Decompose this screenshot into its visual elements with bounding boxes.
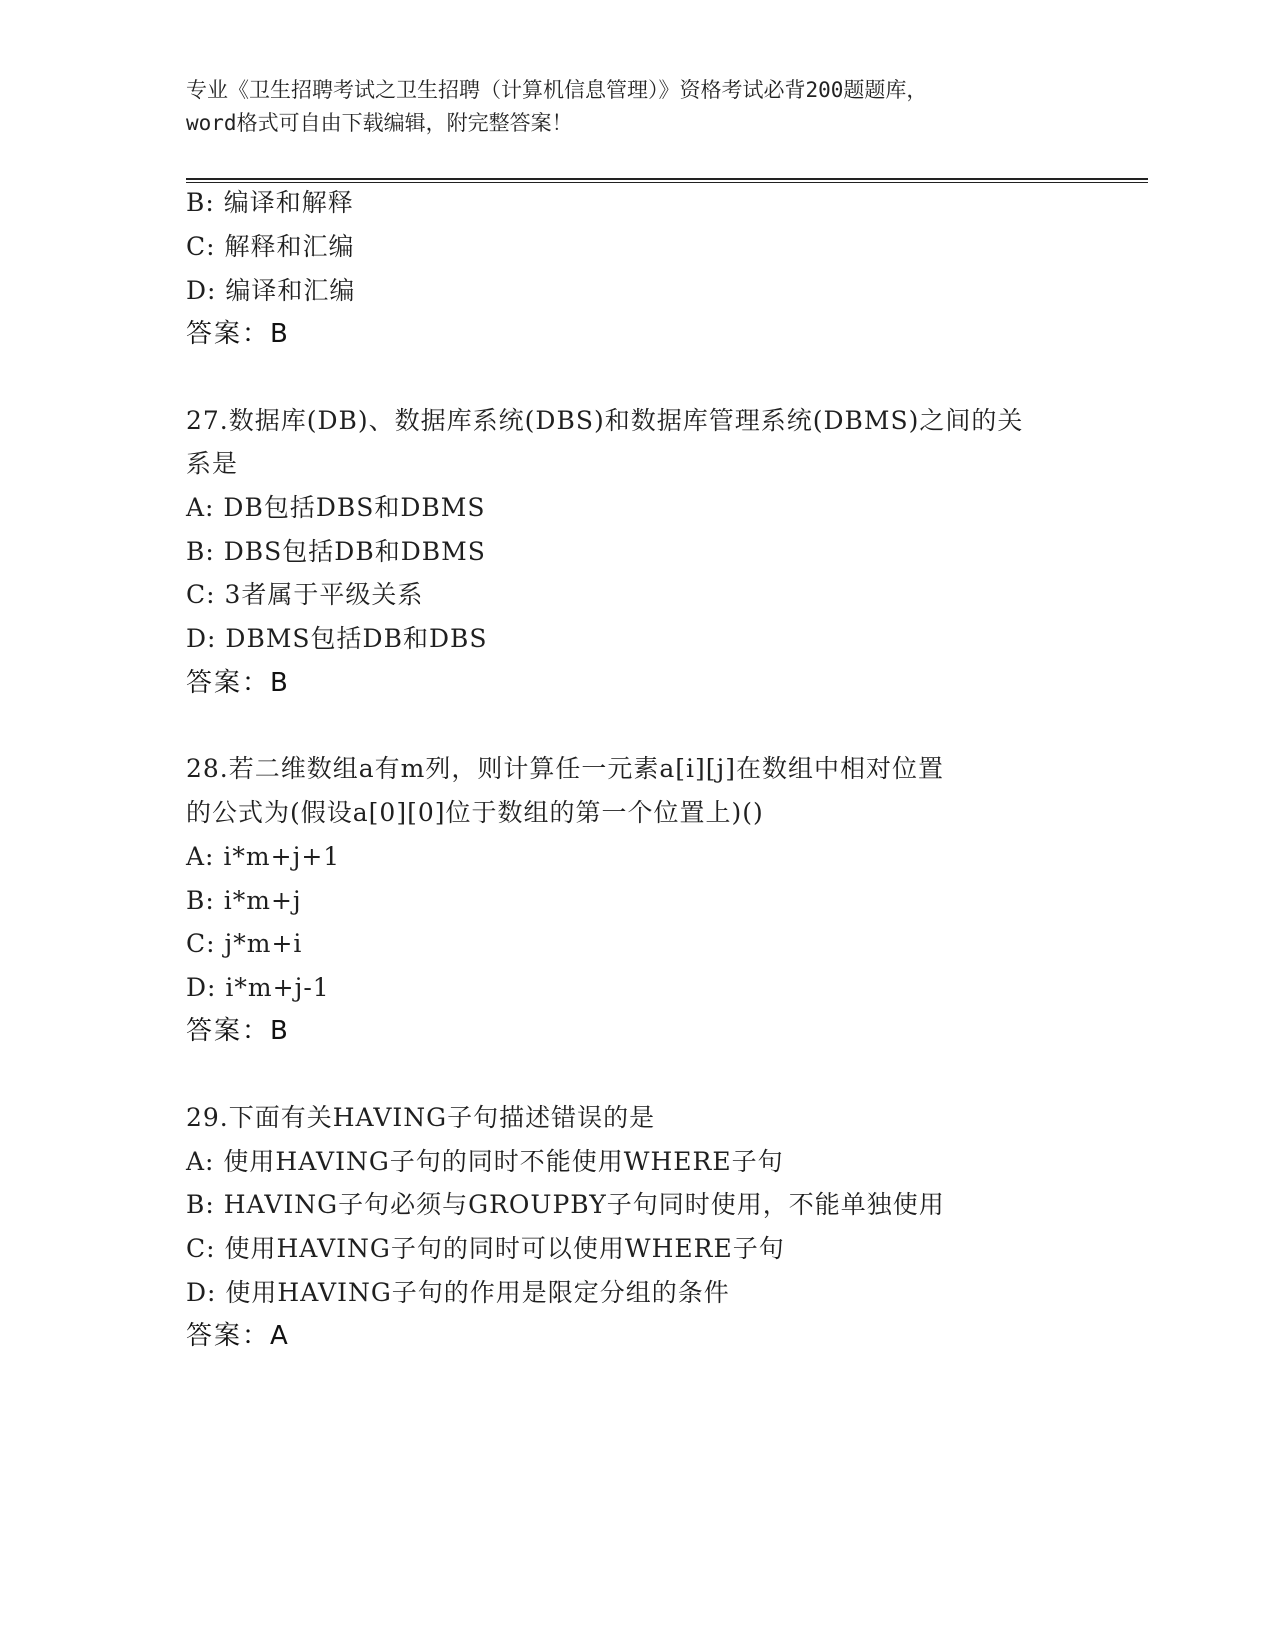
q29-option-c: C: 使用HAVING子句的同时可以使用WHERE子句 bbox=[186, 1234, 785, 1263]
q28-option-a: A: i*m+j+1 bbox=[186, 842, 341, 871]
header-divider bbox=[186, 178, 1148, 183]
q27-option-b: B: DBS包括DB和DBMS bbox=[186, 537, 486, 566]
q26-answer: 答案：B bbox=[186, 319, 290, 349]
page-header bbox=[186, 74, 1086, 140]
q26-option-d: D: 编译和汇编 bbox=[186, 276, 356, 305]
q29-stem: 29.下面有关HAVING子句描述错误的是 bbox=[186, 1103, 656, 1132]
q29-answer: 答案：A bbox=[186, 1321, 290, 1351]
q28-stem-line-2: 的公式为(假设a[0][0]位于数组的第一个位置上)() bbox=[186, 798, 764, 827]
q28-option-d: D: i*m+j-1 bbox=[186, 973, 330, 1002]
q28-answer: 答案：B bbox=[186, 1016, 290, 1046]
q27-answer: 答案：B bbox=[186, 668, 290, 698]
q27-option-c: C: 3者属于平级关系 bbox=[186, 580, 424, 609]
q29-option-d: D: 使用HAVING子句的作用是限定分组的条件 bbox=[186, 1278, 730, 1307]
q27-option-a: A: DB包括DBS和DBMS bbox=[186, 493, 486, 522]
q29-option-b: B: HAVING子句必须与GROUPBY子句同时使用，不能单独使用 bbox=[186, 1190, 945, 1219]
q27-option-d: D: DBMS包括DB和DBS bbox=[186, 624, 488, 653]
q26-option-b: B: 编译和解释 bbox=[186, 188, 354, 217]
q28-option-c: C: j*m+i bbox=[186, 929, 303, 958]
q27-stem-line-1: 27.数据库(DB)、数据库系统(DBS)和数据库管理系统(DBMS)之间的关 bbox=[186, 406, 1024, 435]
q26-option-c: C: 解释和汇编 bbox=[186, 232, 355, 261]
q29-option-a: A: 使用HAVING子句的同时不能使用WHERE子句 bbox=[186, 1147, 784, 1176]
q27-stem-line-2: 系是 bbox=[186, 449, 239, 478]
header-line-1: 专业《卫生招聘考试之卫生招聘（计算机信息管理）》资格考试必背200题题库， bbox=[186, 78, 928, 102]
header-line-2: word格式可自由下载编辑，附完整答案！ bbox=[186, 111, 573, 135]
q28-stem-line-1: 28.若二维数组a有m列，则计算任一元素a[i][j]在数组中相对位置 bbox=[186, 754, 945, 783]
q28-option-b: B: i*m+j bbox=[186, 886, 302, 915]
